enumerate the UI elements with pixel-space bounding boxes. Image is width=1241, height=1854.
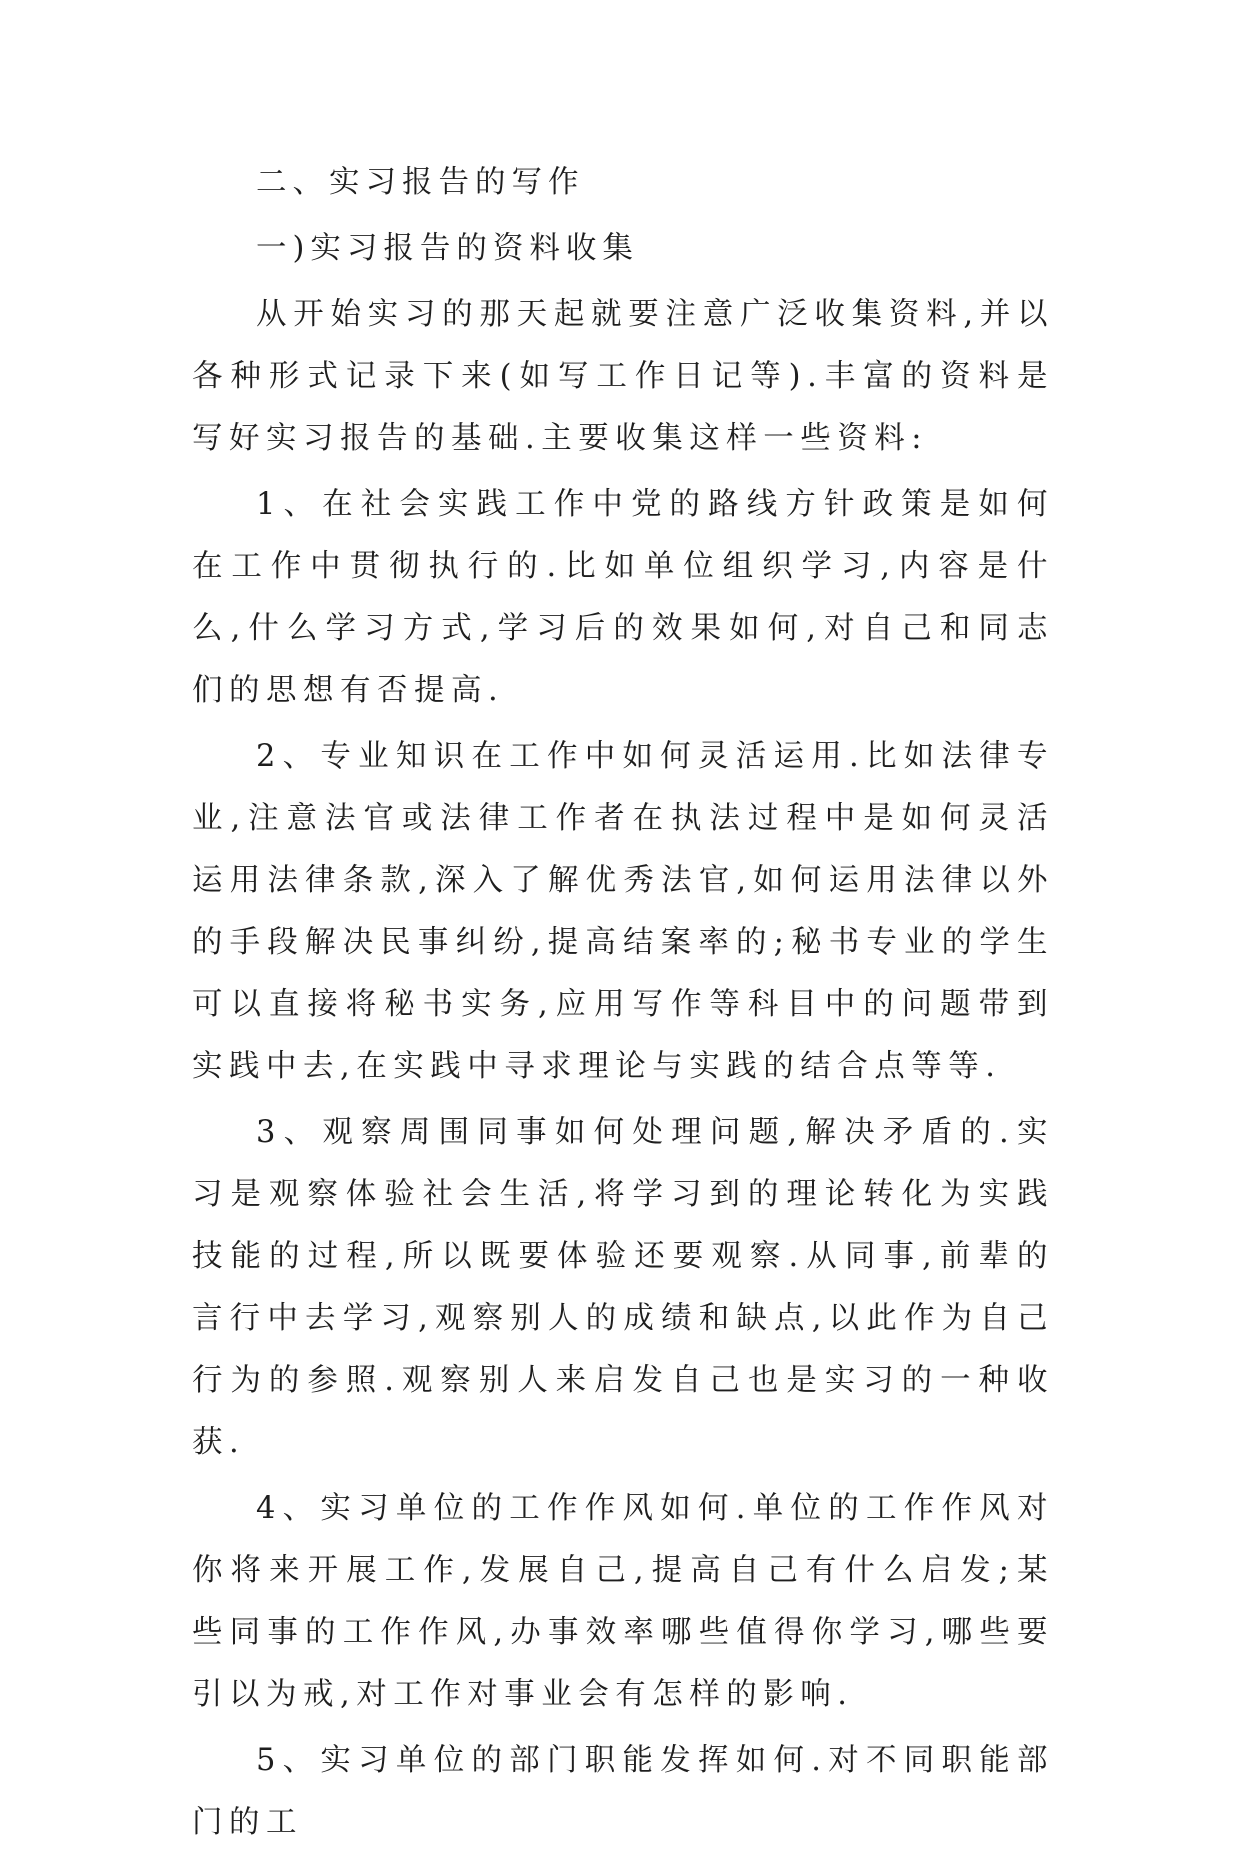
subsection-heading: 一)实习报告的资料收集 xyxy=(256,231,639,266)
paragraph-item-5: 5、实习单位的部门职能发挥如何.对不同职能部门的工 xyxy=(192,1743,1054,1840)
paragraph-item-4: 4、实习单位的工作作风如何.单位的工作作风对你将来开展工作,发展自己,提高自己有什么启发;某些同事的工作作风,办事效率哪些值得你学习,哪些要引以为戒,对工作对事业会有怎样的影响. xyxy=(192,1491,1054,1712)
paragraph-item-1: 1、在社会实践工作中党的路线方针政策是如何在工作中贯彻执行的.比如单位组织学习,内容是什么,什么学习方式,学习后的效果如何,对自己和同志们的思想有否提高. xyxy=(192,487,1054,708)
paragraph-item-3: 3、观察周围同事如何处理问题,解决矛盾的.实习是观察体验社会生活,将学习到的理论转化为实践技能的过程,所以既要体验还要观察.从同事,前辈的言行中去学习,观察别人的成绩和缺点,以此作为自己行为的参照.观察别人来启发自己也是实习的一种收获. xyxy=(192,1115,1054,1460)
section-heading: 二、实习报告的写作 xyxy=(256,165,585,200)
paragraph-intro: 从开始实习的那天起就要注意广泛收集资料,并以各种形式记录下来(如写工作日记等).丰富的资料是写好实习报告的基础.主要收集这样一些资料: xyxy=(192,297,1054,456)
document-body xyxy=(192,152,1054,1854)
paragraph-item-2: 2、专业知识在工作中如何灵活运用.比如法律专业,注意法官或法律工作者在执法过程中是如何灵活运用法律条款,深入了解优秀法官,如何运用法律以外的手段解决民事纠纷,提高结案率的;秘书专业的学生可以直接将秘书实务,应用写作等科目中的问题带到实践中去,在实践中寻求理论与实践的结合点等等. xyxy=(192,739,1054,1084)
